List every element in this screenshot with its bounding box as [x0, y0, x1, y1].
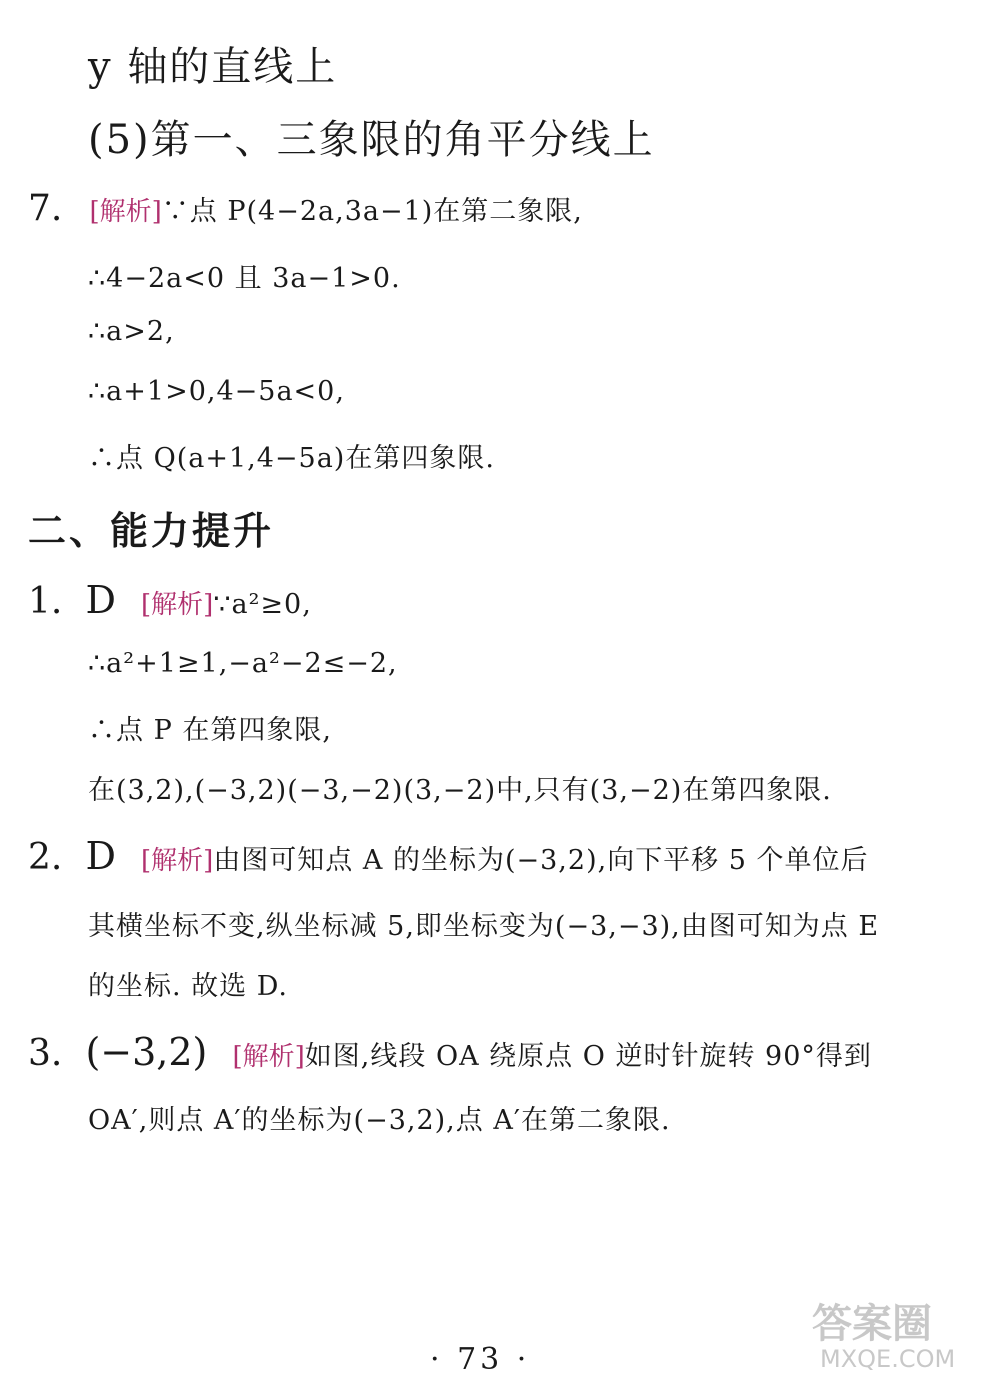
p2-text: 由图可知点 A 的坐标为(−3,2),向下平移 5 个单位后 — [213, 845, 869, 876]
p2-number: 2. — [28, 837, 63, 878]
p3-line-1: OA′,则点 A′的坐标为(−3,2),点 A′在第二象限. — [88, 1105, 671, 1136]
p3-answer: (−3,2) — [85, 1030, 208, 1074]
q7-line-2: ∴a>2, — [88, 316, 175, 347]
p2-line-1: 其横坐标不变,纵坐标减 5,即坐标变为(−3,−3),由图可知为点 E — [88, 911, 880, 942]
continuation-line-1: y 轴的直线上 — [88, 44, 338, 90]
watermark-logo — [792, 1295, 992, 1375]
q7-header — [28, 188, 583, 229]
q7-line-3: ∴a+1>0,4−5a<0, — [88, 376, 345, 407]
p2-line-2: 的坐标. 故选 D. — [88, 971, 289, 1002]
section-heading: 二、能力提升 — [28, 509, 275, 553]
p1-header — [28, 578, 312, 622]
p3-header — [28, 1030, 872, 1074]
page-number: · 73 · — [430, 1342, 531, 1377]
q7-number: 7. — [28, 188, 63, 229]
p1-number: 1. — [28, 581, 63, 622]
p1-text: ∵a²≥0, — [213, 589, 312, 620]
p2-answer: D — [85, 834, 116, 878]
q7-line-1: ∴4−2a<0 且 3a−1>0. — [88, 263, 401, 294]
p2-header — [28, 834, 869, 878]
p3-analysis-tag: [解析] — [232, 1042, 305, 1072]
watermark-url: MXQE.COM — [820, 1345, 956, 1373]
q7-text: ∵点 P(4−2a,3a−1)在第二象限, — [161, 196, 583, 227]
q7-line-4: ∴点 Q(a+1,4−5a)在第四象限. — [88, 443, 495, 474]
p1-line-1: ∴a²+1≥1,−a²−2≤−2, — [88, 648, 398, 679]
p1-analysis-tag: [解析] — [141, 590, 214, 620]
watermark-logo-text: 答案圈 — [812, 1301, 932, 1347]
p2-analysis-tag: [解析] — [141, 846, 214, 876]
continuation-line-2: (5)第一、三象限的角平分线上 — [88, 117, 655, 163]
p3-text: 如图,线段 OA 绕原点 O 逆时针旋转 90°得到 — [304, 1041, 872, 1072]
q7-analysis-tag: [解析] — [89, 197, 162, 227]
p1-line-2: ∴点 P 在第四象限, — [88, 715, 332, 746]
p3-number: 3. — [28, 1033, 63, 1074]
p1-answer: D — [85, 578, 116, 622]
p1-line-3: 在(3,2),(−3,2)(−3,−2)(3,−2)中,只有(3,−2)在第四象限. — [88, 775, 832, 806]
